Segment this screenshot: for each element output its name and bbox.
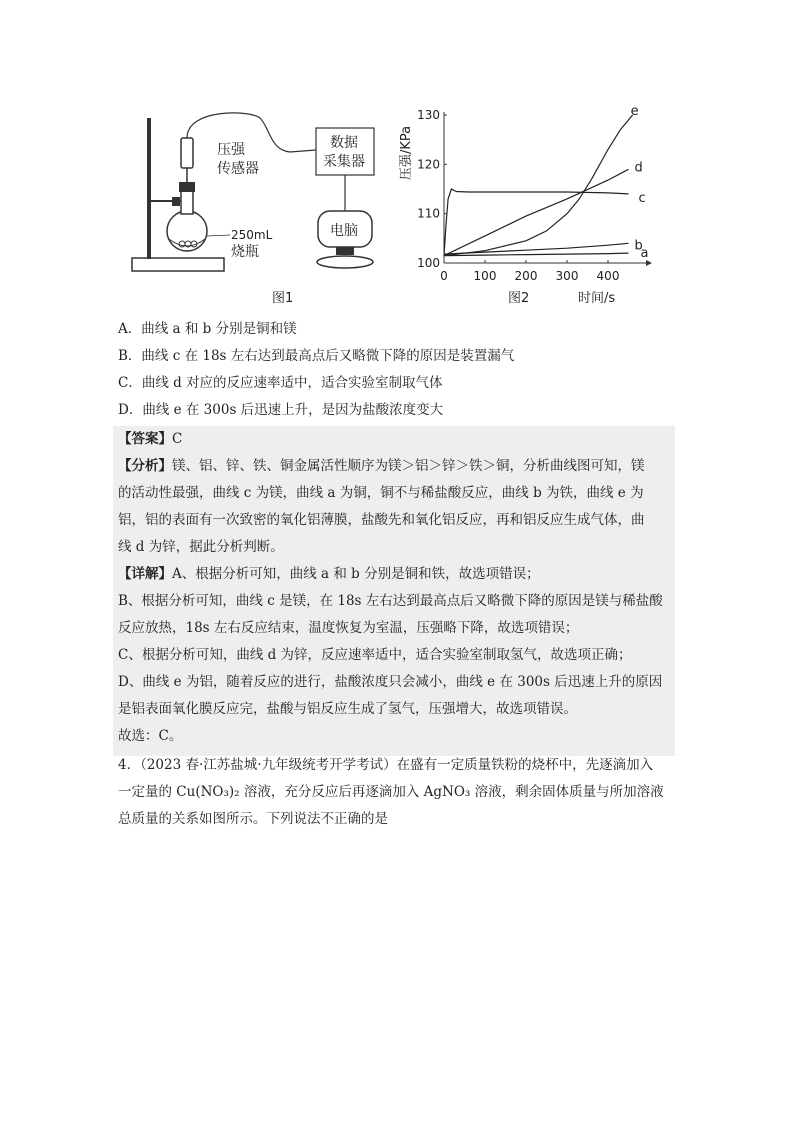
series-line-e bbox=[444, 115, 633, 256]
series-line-a bbox=[444, 253, 629, 256]
x-tick-label: 0 bbox=[440, 269, 448, 283]
question4-line: 4．（2023 春·江苏盐城·九年级统考开学考试）在盛有一定质量铁粉的烧杯中，先逐滴加入 bbox=[118, 757, 654, 773]
figures-svg bbox=[120, 98, 660, 310]
answer-value: C bbox=[172, 431, 183, 447]
collector-label-2: 采集器 bbox=[323, 154, 365, 170]
y-tick-label: 120 bbox=[417, 157, 440, 172]
stopper bbox=[179, 182, 195, 192]
analysis-line: 线 d 为锌，据此分析判断。 bbox=[118, 539, 284, 555]
x-tick-label: 400 bbox=[596, 269, 620, 283]
y-axis-label: 压强/KPa bbox=[399, 125, 414, 181]
monitor-stand bbox=[336, 247, 354, 255]
stand-base bbox=[132, 258, 224, 271]
analysis-line: 的活动性最强，曲线 c 为镁，曲线 a 为铜，铜不与稀盐酸反应，曲线 b 为铁，曲线 e 为 bbox=[118, 485, 644, 501]
detail-line: B、根据分析可知，曲线 c 是镁，在 18s 左右达到最高点后又略微下降的原因是镁与稀盐酸 bbox=[118, 593, 663, 609]
collector-label-1: 数据 bbox=[330, 135, 358, 151]
monitor-base bbox=[317, 256, 373, 268]
x-axis-label: 时间/s bbox=[578, 291, 616, 306]
figure1-apparatus bbox=[132, 113, 374, 306]
detail-text: A、根据分析可知，曲线 a 和 b 分别是铜和铁，故选项错误； bbox=[172, 566, 540, 582]
analysis-line: 铝，铝的表面有一次致密的氧化铝薄膜，盐酸先和氧化铝反应，再和铝反应生成气体，曲 bbox=[118, 512, 645, 528]
analysis-label: 【分析】 bbox=[118, 458, 172, 474]
answer-line bbox=[118, 426, 182, 452]
series-line-d bbox=[444, 169, 629, 255]
series-label-e: e bbox=[630, 104, 639, 119]
flask-label: 烧瓶 bbox=[231, 244, 259, 260]
answer-label: 【答案】 bbox=[118, 431, 172, 447]
series-label-b: b bbox=[634, 238, 643, 254]
detail-line bbox=[118, 561, 540, 587]
flask-body bbox=[167, 211, 207, 251]
series-label-d: d bbox=[634, 160, 643, 176]
detail-label: 【详解】 bbox=[118, 566, 172, 582]
question4-line: 总质量的关系如图所示。下列说法不正确的是 bbox=[118, 811, 388, 827]
clamp-head bbox=[172, 197, 180, 206]
y-tick-label: 130 bbox=[417, 108, 440, 122]
figure1-caption: 图1 bbox=[272, 291, 294, 306]
computer-label: 电脑 bbox=[330, 223, 358, 239]
y-tick-label: 110 bbox=[417, 206, 440, 221]
x-tick-label: 100 bbox=[473, 269, 497, 283]
figure2-chart bbox=[399, 104, 652, 306]
option-c: C．曲线 d 对应的反应速率适中，适合实验室制取气体 bbox=[118, 375, 443, 391]
option-d: D．曲线 e 在 300s 后迅速上升，是因为盐酸浓度变大 bbox=[118, 402, 444, 418]
y-tick-label: 100 bbox=[417, 256, 440, 270]
sensor-label-2: 传感器 bbox=[217, 161, 259, 177]
detail-line: 是铝表面氧化膜反应完，盐酸与铝反应生成了氢气，压强增大，故选项错误。 bbox=[118, 701, 577, 717]
question4-line: 一定量的 Cu(NO₃)₂ 溶液，充分反应后再逐滴加入 AgNO₃ 溶液，剩余固体质量与所加溶液 bbox=[118, 784, 664, 800]
sensor-label-1: 压强 bbox=[217, 142, 245, 158]
detail-line: 反应放热，18s 左右反应结束，温度恢复为室温，压强略下降，故选项错误； bbox=[118, 620, 579, 636]
detail-line: D、曲线 e 为铝，随着反应的进行，盐酸浓度只会减小，曲线 e 在 300s 后迅速上升的原因 bbox=[118, 674, 663, 690]
metal-piece bbox=[179, 241, 185, 247]
option-b: B．曲线 c 在 18s 左右达到最高点后又略微下降的原因是装置漏气 bbox=[118, 348, 515, 364]
x-tick-label: 200 bbox=[514, 269, 538, 283]
stand-rod bbox=[147, 118, 151, 259]
detail-line: 故选：C。 bbox=[118, 728, 183, 744]
detail-line: C、根据分析可知，曲线 d 为锌，反应速率适中，适合实验室制取氢气，故选项正确； bbox=[118, 647, 632, 663]
x-tick-label: 300 bbox=[555, 269, 579, 283]
flask-volume-label: 250mL bbox=[231, 228, 273, 242]
analysis-line bbox=[118, 453, 645, 479]
flask-neck bbox=[181, 190, 193, 214]
figure2-caption: 图2 bbox=[508, 291, 530, 306]
figure-area bbox=[120, 98, 660, 310]
series-label-c: c bbox=[638, 190, 646, 206]
pressure-sensor bbox=[181, 138, 193, 168]
analysis-text: 镁、铝、锌、铁、铜金属活性顺序为镁＞铝＞锌＞铁＞铜，分析曲线图可知，镁 bbox=[172, 458, 645, 474]
liquid-surface bbox=[169, 239, 205, 246]
series-label-a: a bbox=[640, 246, 649, 262]
sensor-cable bbox=[187, 113, 316, 152]
option-a: A．曲线 a 和 b 分别是铜和镁 bbox=[118, 321, 297, 337]
flask-pointer bbox=[207, 235, 230, 236]
